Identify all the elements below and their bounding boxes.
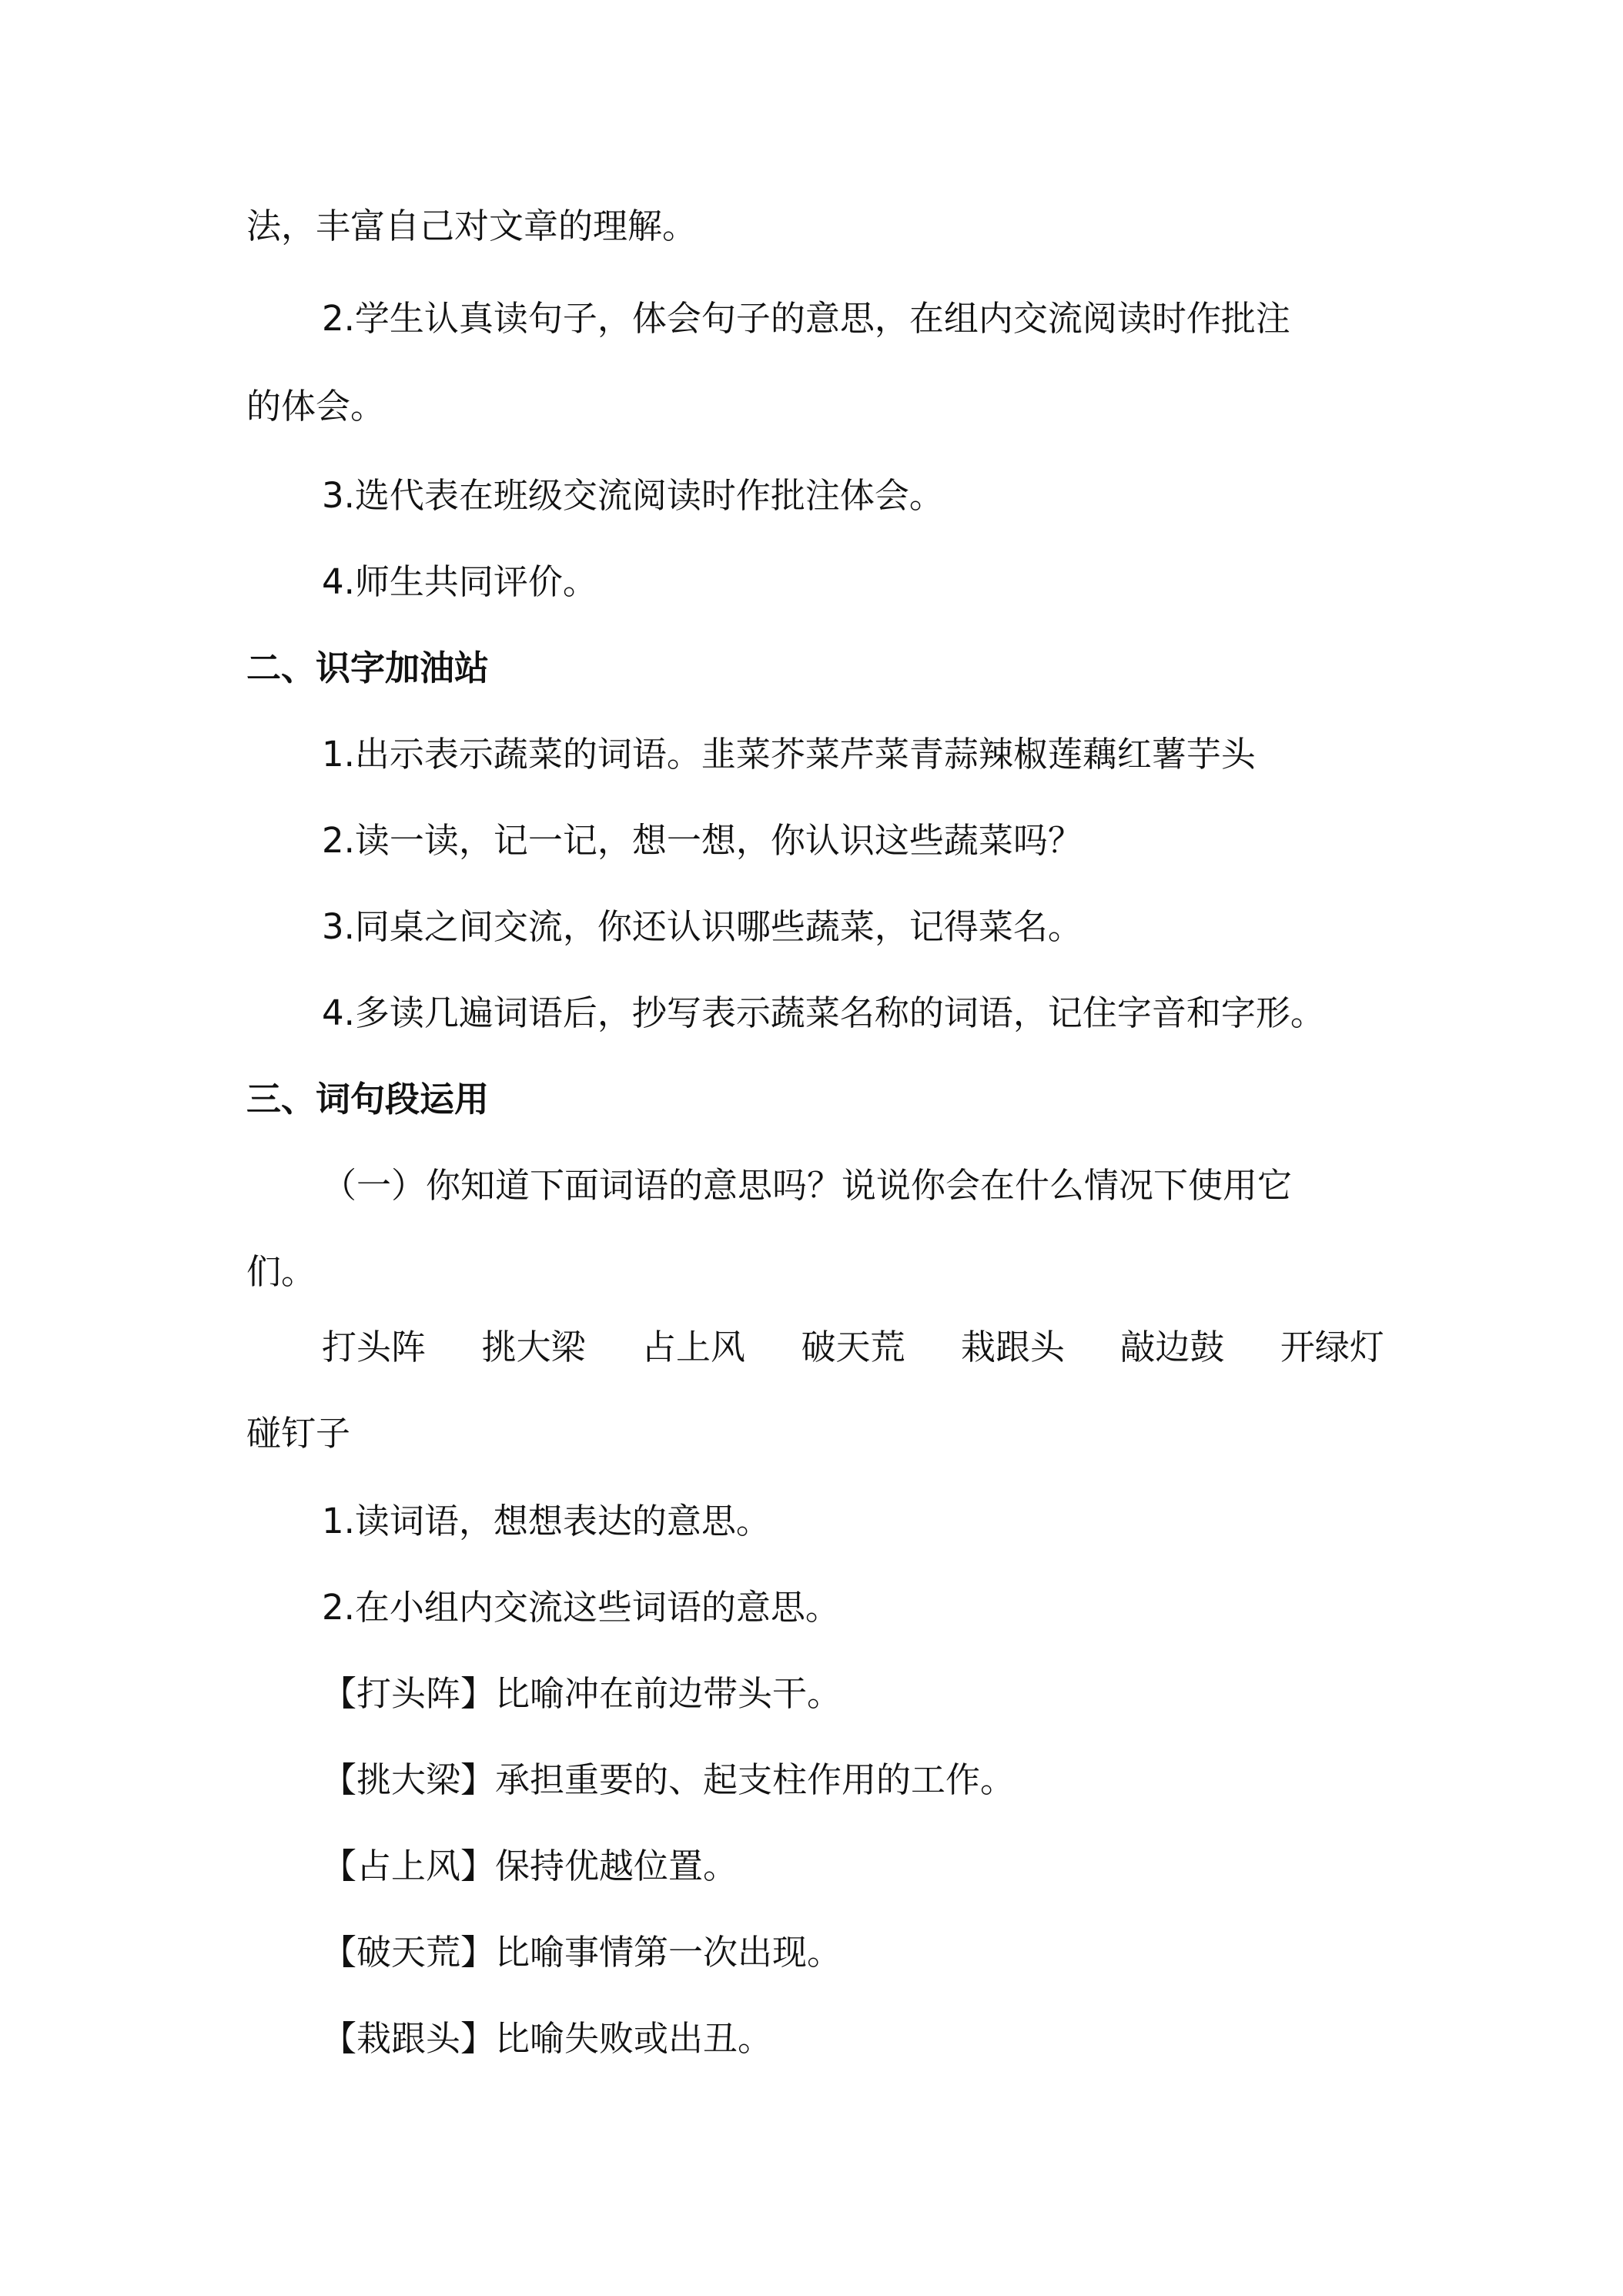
paragraph-line: 2.读一读，记一记，想一想，你认识这些蔬菜吗？	[322, 820, 1083, 861]
section-heading: 二、识字加油站	[246, 648, 490, 688]
paragraph-line: 法，丰富自己对文章的理解。	[246, 206, 698, 246]
definition-line: 【挑大梁】承担重要的、起支柱作用的工作。	[322, 1759, 1016, 1800]
paragraph-line: 4.多读几遍词语后，抄写表示蔬菜名称的词语，记住字音和字形。	[322, 992, 1325, 1033]
paragraph-line: 3.选代表在班级交流阅读时作批注体会。	[322, 475, 944, 516]
idiom-word: 挑大梁	[481, 1327, 586, 1367]
step-line: 2.在小组内交流这些词语的意思。	[322, 1587, 840, 1628]
idiom-word: 占上风	[641, 1327, 745, 1367]
idiom-word: 开绿灯	[1280, 1327, 1384, 1367]
definition-line: 【破天荒】比喻事情第一次出现。	[322, 1932, 842, 1973]
paragraph-line: 4.师生共同评价。	[322, 561, 597, 602]
idiom-word: 栽跟头	[960, 1327, 1065, 1367]
idiom-word: 碰钉子	[246, 1413, 351, 1454]
definition-line: 【占上风】保持优越位置。	[322, 1846, 738, 1886]
idiom-word: 打头阵	[322, 1327, 427, 1367]
paragraph-line: 1.出示表示蔬菜的词语。韭菜芥菜芹菜青蒜辣椒莲藕红薯芋头	[322, 734, 1256, 775]
definition-line: 【栽跟头】比喻失败或出丑。	[322, 2018, 773, 2059]
idiom-word: 破天荒	[801, 1327, 905, 1367]
paragraph-line: 们。	[246, 1251, 316, 1292]
paragraph-line: 3.同桌之间交流，你还认识哪些蔬菜，记得菜名。	[322, 906, 1083, 947]
paragraph-line: 的体会。	[246, 386, 386, 427]
section-heading: 三、词句段运用	[246, 1079, 490, 1120]
idiom-word: 敲边鼓	[1120, 1327, 1225, 1367]
paragraph-line: （一）你知道下面词语的意思吗？说说你会在什么情况下使用它	[322, 1165, 1293, 1206]
idiom-list	[322, 1324, 1384, 1371]
definition-line: 【打头阵】比喻冲在前边带头干。	[322, 1673, 842, 1714]
paragraph-line: 2.学生认真读句子，体会句子的意思，在组内交流阅读时作批注	[322, 298, 1290, 339]
step-line: 1.读词语，想想表达的意思。	[322, 1501, 771, 1541]
